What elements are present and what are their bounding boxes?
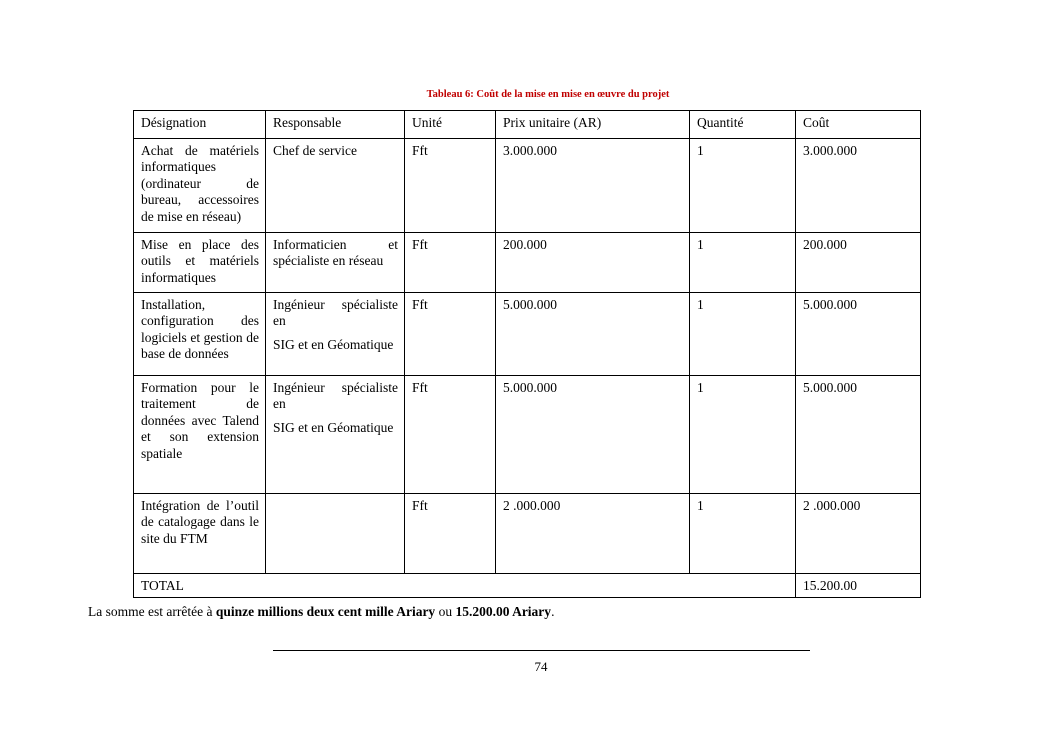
cell-unite-text: Fft bbox=[412, 498, 428, 513]
cell-responsable-text: SIG et en Géomatique bbox=[273, 336, 394, 352]
cell-designation bbox=[134, 233, 266, 293]
cell-unite-text: Fft bbox=[412, 297, 428, 312]
cell-cout bbox=[796, 139, 921, 233]
header-responsable: Responsable bbox=[266, 111, 405, 139]
cell-quantite-text: 1 bbox=[697, 498, 704, 513]
cell-designation-text: Intégration de l’outil de catalogage dans le site du FTM bbox=[141, 498, 259, 546]
cell-designation-text: Mise en place des outils et matériels informatiques bbox=[141, 237, 259, 285]
cell-prix-unitaire-text: 200.000 bbox=[503, 237, 547, 252]
page-number: 74 bbox=[534, 659, 548, 674]
header-designation: Désignation bbox=[134, 111, 266, 139]
cell-unite bbox=[405, 233, 496, 293]
cell-responsable bbox=[266, 376, 405, 494]
cell-unite-text: Fft bbox=[412, 237, 428, 252]
cell-quantite-text: 1 bbox=[697, 297, 704, 312]
table-row bbox=[134, 293, 921, 376]
cell-responsable bbox=[266, 139, 405, 233]
cell-cout-text: 5.000.000 bbox=[803, 297, 857, 312]
cell-designation-text: Formation pour le traitement de données avec Talend et son extension spatiale bbox=[141, 380, 259, 461]
cell-prix-unitaire bbox=[496, 233, 690, 293]
total-row bbox=[134, 574, 921, 598]
cost-table bbox=[133, 110, 921, 598]
cell-prix-unitaire bbox=[496, 494, 690, 574]
cell-unite bbox=[405, 139, 496, 233]
cell-unite-text: Fft bbox=[412, 380, 428, 395]
cell-unite-text: Fft bbox=[412, 143, 428, 158]
header-prix-unitaire: Prix unitaire (AR) bbox=[496, 111, 690, 139]
table-header-row bbox=[134, 111, 921, 139]
table-body bbox=[134, 139, 921, 574]
cell-quantite bbox=[690, 139, 796, 233]
cell-quantite-text: 1 bbox=[697, 143, 704, 158]
total-value: 15.200.00 bbox=[796, 574, 921, 598]
cell-prix-unitaire bbox=[496, 376, 690, 494]
cell-cout-text: 2 .000.000 bbox=[803, 498, 861, 513]
cell-cout bbox=[796, 494, 921, 574]
cell-quantite-text: 1 bbox=[697, 237, 704, 252]
cell-prix-unitaire-text: 5.000.000 bbox=[503, 380, 557, 395]
note-bold-segment: quinze millions deux cent mille Ariary bbox=[215, 604, 436, 619]
table-row bbox=[134, 376, 921, 494]
table-footer bbox=[134, 574, 921, 598]
summary-note bbox=[88, 604, 554, 620]
cell-responsable bbox=[266, 233, 405, 293]
cell-designation bbox=[134, 376, 266, 494]
cell-designation-text: Installation, configuration des logiciels et gestion de base de données bbox=[141, 297, 259, 362]
cost-table-container bbox=[133, 110, 920, 598]
cell-unite bbox=[405, 494, 496, 574]
note-segment: La somme est arrêtée à bbox=[88, 604, 216, 619]
cell-cout bbox=[796, 233, 921, 293]
table-row bbox=[134, 233, 921, 293]
cell-cout bbox=[796, 293, 921, 376]
cell-prix-unitaire-text: 3.000.000 bbox=[503, 143, 557, 158]
header-cout: Coût bbox=[796, 111, 921, 139]
note-segment: ou bbox=[435, 604, 456, 619]
table-caption: Tableau 6: Coût de la mise en mise en œuvre du projet bbox=[426, 89, 670, 100]
note-segment: . bbox=[551, 604, 555, 619]
cell-cout bbox=[796, 376, 921, 494]
cell-responsable-text: Ingénieur spécialiste en bbox=[273, 380, 398, 412]
cell-designation bbox=[134, 139, 266, 233]
total-label: TOTAL bbox=[134, 574, 796, 598]
table-row bbox=[134, 494, 921, 574]
footer-separator-line bbox=[273, 650, 810, 651]
cell-responsable-text: Ingénieur spécialiste en bbox=[273, 297, 398, 329]
table-row bbox=[134, 139, 921, 233]
cell-unite bbox=[405, 376, 496, 494]
cell-cout-text: 3.000.000 bbox=[803, 143, 857, 158]
cell-quantite bbox=[690, 233, 796, 293]
cell-cout-text: 200.000 bbox=[803, 237, 847, 252]
cell-responsable bbox=[266, 494, 405, 574]
cell-quantite bbox=[690, 293, 796, 376]
header-quantite: Quantité bbox=[690, 111, 796, 139]
cell-prix-unitaire bbox=[496, 139, 690, 233]
cell-responsable bbox=[266, 293, 405, 376]
cell-designation bbox=[134, 494, 266, 574]
note-bold-segment: 15.200.00 Ariary bbox=[455, 604, 552, 619]
cell-responsable-text: SIG et en Géomatique bbox=[273, 419, 394, 435]
cell-prix-unitaire bbox=[496, 293, 690, 376]
cell-prix-unitaire-text: 2 .000.000 bbox=[503, 498, 561, 513]
cell-unite bbox=[405, 293, 496, 376]
cell-responsable-text: Chef de service bbox=[273, 143, 357, 158]
cell-prix-unitaire-text: 5.000.000 bbox=[503, 297, 557, 312]
cell-designation-text: Achat de matériels informatiques (ordinateur de bureau, accessoires de mise en réseau) bbox=[141, 143, 259, 224]
cell-quantite bbox=[690, 376, 796, 494]
cell-quantite-text: 1 bbox=[697, 380, 704, 395]
cell-cout-text: 5.000.000 bbox=[803, 380, 857, 395]
header-unite: Unité bbox=[405, 111, 496, 139]
cell-quantite bbox=[690, 494, 796, 574]
cell-designation bbox=[134, 293, 266, 376]
cell-responsable-text: Informaticien et spécialiste en réseau bbox=[273, 237, 398, 269]
